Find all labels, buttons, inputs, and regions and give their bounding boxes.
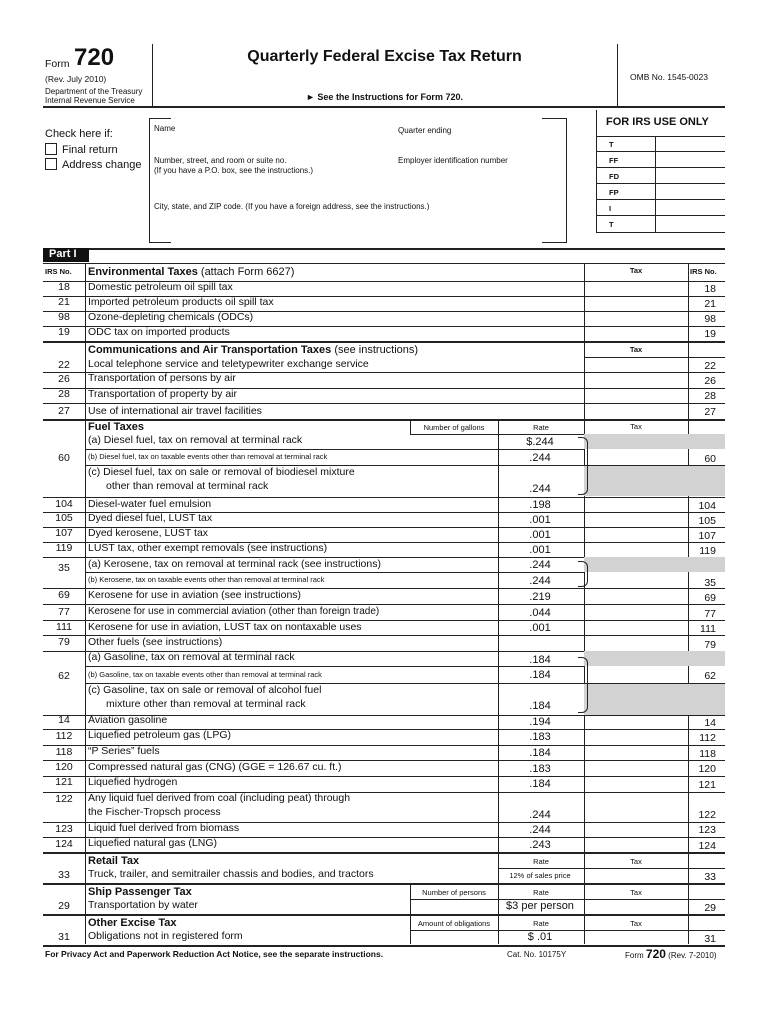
env-title: Environmental Taxes [88,266,198,278]
irs-no-right-104: 104 [698,500,716,512]
omb-number: OMB No. 1545-0023 [630,72,708,82]
irs-no-120: 120 [55,761,73,773]
street-field-label: Number, street, and room or suite no. [154,156,287,165]
check-label: Check here if: [45,128,113,140]
obligations-header: Amount of obligations [417,919,491,928]
row-120-desc: Compressed natural gas (CNG) (GGE = 126.67 cu. ft.) [88,761,342,773]
gallons-header: Number of gallons [423,423,485,432]
irs-no-right-118: 118 [699,748,716,760]
row-98-desc: Ozone-depleting chemicals (ODCs) [88,311,254,323]
retail-rate-header: Rate [533,857,549,866]
irs-no-right-112: 112 [699,732,716,744]
irs-no-right-119: 119 [699,545,716,557]
env-section-title [88,266,294,278]
rate-124: .243 [529,839,551,851]
irs-no-right-21: 21 [704,298,716,310]
env-note: (attach Form 6627) [200,266,295,278]
row-14-desc: Aviation gasoline [88,714,168,726]
bracket-62 [578,657,588,713]
row-79-desc: Other fuels (see instructions) [88,636,223,648]
irs-no-62: 62 [58,670,70,682]
row-118-desc: “P Series” fuels [88,745,160,757]
row-31-desc: Obligations not in registered form [88,930,243,942]
instructions-note: ► See the Instructions for Form 720. [306,92,463,102]
footer-form-label: Form [625,951,644,960]
row-111-desc: Kerosene for use in aviation, LUST tax on nontaxable uses [88,621,362,633]
rate-60b: .244 [529,452,551,464]
irs-no-124: 124 [55,838,73,850]
tax-header: Tax [629,266,643,275]
irs-no-69: 69 [58,589,70,601]
row-77-desc: Kerosene for use in commercial aviation (other than foreign trade) [88,606,380,617]
retail-section-title: Retail Tax [88,855,140,867]
row-60c-desc1: (c) Diesel fuel, tax on sale or removal of biodiesel mixture [88,466,355,478]
irs-code-t2: T [609,220,614,229]
agency: Internal Revenue Service [45,96,135,105]
row-119-desc: LUST tax, other exempt removals (see instructions) [88,542,328,554]
ship-rate-header: Rate [533,888,549,897]
other-tax-header: Tax [630,919,642,928]
rate-77: .044 [529,607,551,619]
bracket-35 [578,561,588,587]
rate-111: .001 [529,622,551,634]
rate-60a: $.244 [526,436,554,448]
rate-120: .183 [529,763,551,775]
row-60b-desc: (b) Diesel fuel, tax on taxable events other than removal at terminal rack [88,452,328,461]
comm-section-title [88,344,418,356]
irs-no-right-33: 33 [704,871,716,883]
irs-code-ff: FF [609,156,619,165]
row-62b-desc: (b) Gasoline, tax on taxable events other than removal at terminal rack [88,670,322,679]
retail-tax-header: Tax [630,857,642,866]
row-60a-desc: (a) Diesel fuel, tax on removal at terminal rack [88,434,303,446]
fuel-rate-header: Rate [533,423,549,432]
rate-62c: .184 [529,700,551,712]
catalog-number: Cat. No. 10175Y [507,950,567,959]
irs-no-98: 98 [58,311,70,323]
row-123-desc: Liquid fuel derived from biomass [88,822,240,834]
address-change-label: Address change [62,159,142,171]
irs-no-right-121: 121 [698,779,716,791]
irs-no-22: 22 [58,359,70,371]
ship-tax-header: Tax [630,888,642,897]
row-107-desc: Dyed kerosene, LUST tax [88,527,209,539]
irs-code-fp: FP [609,188,619,197]
rate-122: .244 [529,809,551,821]
irs-no-31: 31 [58,931,70,943]
irs-no-right-26: 26 [704,375,716,387]
irs-no-right-60: 60 [704,453,716,465]
form-title: Quarterly Federal Excise Tax Return [247,48,522,65]
rate-33: 12% of sales price [509,871,571,880]
address-change-checkbox[interactable] [45,158,57,170]
row-21-desc: Imported petroleum products oil spill tax [88,296,274,308]
irs-no-right-98: 98 [704,313,716,325]
tax-60-input[interactable] [584,449,688,465]
row-69-desc: Kerosene for use in aviation (see instructions) [88,589,302,601]
irs-no-right-124: 124 [698,840,716,852]
rate-60c: .244 [529,483,551,495]
row-28-desc: Transportation of property by air [88,388,238,400]
rate-62b: .184 [529,669,551,681]
irs-no-right-27: 27 [704,406,716,418]
tax-62-input[interactable] [584,666,688,683]
irs-no-121: 121 [55,776,73,788]
irs-no-right-111: 111 [700,623,716,635]
irs-code-i: I [609,204,612,213]
part-label: Part I [43,248,89,262]
row-122-desc1: Any liquid fuel derived from coal (including peat) through [88,792,351,804]
irs-no-29: 29 [58,900,70,912]
irs-code-fd: FD [609,172,619,181]
fuel-tax-header: Tax [630,422,642,431]
irs-no-27: 27 [58,405,70,417]
irs-no-21: 21 [58,296,70,308]
irs-code-t: T [609,140,614,149]
quarter-ending-label: Quarter ending [398,126,452,135]
row-121-desc: Liquefied hydrogen [88,776,178,788]
irs-no-122: 122 [55,793,73,805]
row-35a-desc: (a) Kerosene, tax on removal at terminal rack (see instructions) [88,558,381,570]
persons-header: Number of persons [422,888,486,897]
irs-no-right-77: 77 [704,608,716,620]
row-112-desc: Liquefied petroleum gas (LPG) [88,729,231,741]
rate-31: $ .01 [527,931,553,943]
row-18-desc: Domestic petroleum oil spill tax [88,281,233,293]
irs-no-14: 14 [58,714,70,726]
fuel-section-title: Fuel Taxes [88,421,145,433]
address-change-option[interactable] [45,158,142,171]
irs-no-60: 60 [58,452,70,464]
irs-use-title: FOR IRS USE ONLY [606,116,709,128]
rate-105: .001 [529,514,551,526]
irs-no-right-28: 28 [704,390,716,402]
irs-no-33: 33 [58,869,70,881]
irs-no-118: 118 [55,746,73,758]
rate-121: .184 [529,778,551,790]
irs-no-right-18: 18 [704,283,716,295]
row-105-desc: Dyed diesel fuel, LUST tax [88,512,213,524]
ein-label: Employer identification number [398,156,508,165]
irs-no-right-123: 123 [698,824,716,836]
bracket-60 [578,437,588,495]
irs-no-77: 77 [58,606,70,618]
row-124-desc: Liquefied natural gas (LNG) [88,837,217,849]
other-rate-header: Rate [533,919,549,928]
tax-18-input[interactable] [584,281,688,296]
other-section-title: Other Excise Tax [88,917,177,929]
revision: (Rev. July 2010) [45,74,107,84]
ship-section-title: Ship Passenger Tax [88,886,192,898]
name-field-label: Name [154,124,176,133]
comm-title: Communications and Air Transportation Taxes [88,344,332,356]
row-62a-desc: (a) Gasoline, tax on removal at terminal rack [88,651,295,663]
rate-62a: .184 [529,654,551,666]
irs-no-right-122: 122 [698,809,716,821]
irs-no-right-14: 14 [704,717,716,729]
irs-no-right-120: 120 [698,763,716,775]
irs-no-right-62: 62 [704,670,716,682]
footer-form-id [625,947,717,961]
row-122-desc2: the Fischer-Tropsch process [88,806,221,818]
row-62c-desc2: mixture other than removal at terminal rack [106,698,306,710]
irs-no-right-79: 79 [704,639,716,651]
irs-no-111: 111 [56,621,72,633]
irs-no-123: 123 [55,823,73,835]
rate-119: .001 [529,544,551,556]
privacy-notice: For Privacy Act and Paperwork Reduction Act Notice, see the separate instructions. [45,949,384,959]
row-104-desc: Diesel-water fuel emulsion [88,498,212,510]
irs-no-19: 19 [58,326,70,338]
rate-104: .198 [529,499,551,511]
irs-no-107: 107 [55,527,73,539]
pobox-note: (If you have a P.O. box, see the instructions.) [154,166,314,175]
irs-no-header: IRS No. [45,267,72,276]
irs-no-28: 28 [58,388,70,400]
row-60c-desc2: other than removal at terminal rack [106,480,269,492]
form-number: 720 [74,44,115,71]
rate-29: $3 per person [506,900,574,912]
comm-note: (see instructions) [334,344,419,356]
final-return-option[interactable] [45,143,118,156]
irs-no-104: 104 [55,498,73,510]
comm-tax-header: Tax [629,345,643,354]
footer-form-number: 720 [645,947,666,961]
irs-no-112: 112 [55,730,73,742]
row-62c-desc1: (c) Gasoline, tax on sale or removal of alcohol fuel [88,684,322,696]
row-29-desc: Transportation by water [88,899,198,911]
rate-69: .219 [529,591,551,603]
rate-107: .001 [529,529,551,541]
row-22-desc: Local telephone service and teletypewriter exchange service [88,358,369,370]
irs-no-26: 26 [58,373,70,385]
irs-no-right-105: 105 [698,515,716,527]
irs-no-18: 18 [58,281,70,293]
irs-no-105: 105 [55,512,73,524]
irs-no-79: 79 [58,636,70,648]
form-label: Form [45,58,70,70]
irs-no-right-19: 19 [704,328,716,340]
irs-no-119: 119 [55,542,73,554]
department: Department of the Treasury [45,87,143,96]
row-35b-desc: (b) Kerosene, tax on taxable events other than removal at terminal rack [88,575,325,584]
irs-no-right-107: 107 [698,530,716,542]
rate-35a: .244 [529,559,551,571]
rate-112: .183 [529,731,551,743]
footer-rev: (Rev. 7-2010) [668,951,717,960]
row-33-desc: Truck, trailer, and semitrailer chassis and bodies, and tractors [88,868,374,880]
irs-no-right-header: IRS No. [690,267,717,276]
irs-no-right-69: 69 [704,592,716,604]
irs-no-right-35: 35 [704,577,716,589]
row-26-desc: Transportation of persons by air [88,372,236,384]
rate-123: .244 [529,824,551,836]
rate-35b: .244 [529,575,551,587]
row-19-desc: ODC tax on imported products [88,326,230,338]
irs-no-right-29: 29 [704,902,716,914]
rate-118: .184 [529,747,551,759]
final-return-checkbox[interactable] [45,143,57,155]
irs-no-right-31: 31 [704,933,716,945]
address-block[interactable] [149,118,170,243]
irs-no-right-22: 22 [704,360,716,372]
city-field-label: City, state, and ZIP code. (If you have a foreign address, see the instructions.) [154,202,430,211]
irs-no-35: 35 [58,562,70,574]
rate-14: .194 [529,716,551,728]
final-return-label: Final return [62,144,118,156]
row-27-desc: Use of international air travel facilities [88,405,262,417]
